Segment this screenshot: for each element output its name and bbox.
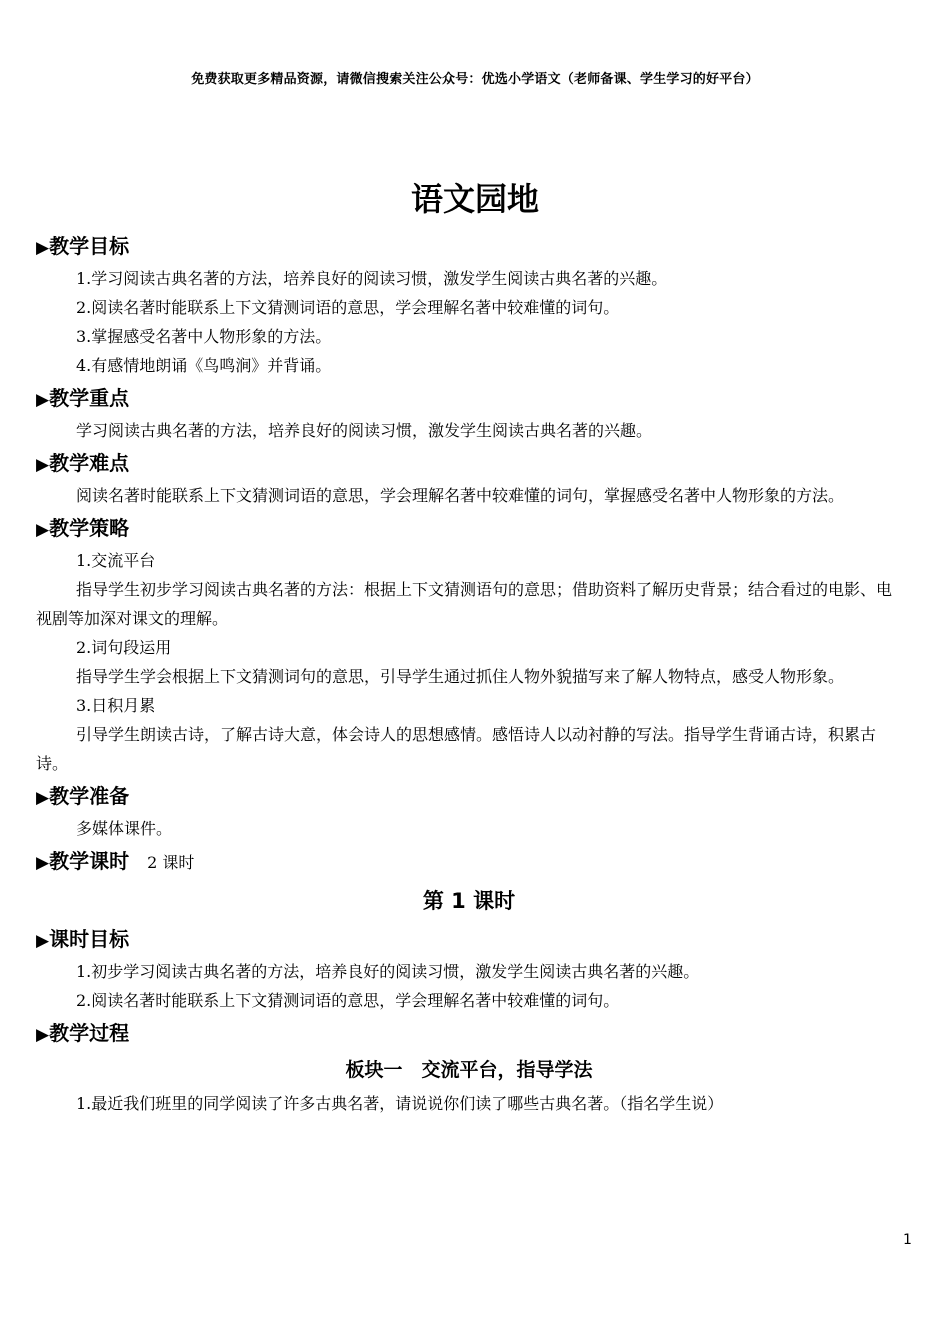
paragraph: 引导学生朗读古诗，了解古诗大意，体会诗人的思想感情。感悟诗人以动衬静的写法。指导学生背诵古诗，积累古诗。 <box>36 725 877 773</box>
heading-text: 教学课时 <box>49 849 130 873</box>
lesson-title: 第 1 课时 <box>422 889 516 913</box>
paragraph: 指导学生学会根据上下文猜测词句的意思，引导学生通过抓住人物外貌描写来了解人物特点，感受人物形象。 <box>76 667 845 686</box>
heading-text: 教学策略 <box>49 516 130 540</box>
section-heading-hours <box>36 843 902 879</box>
list-item: 3.掌握感受名著中人物形象的方法。 <box>76 327 332 346</box>
triangle-marker-icon: ▶ <box>36 931 50 951</box>
triangle-marker-icon: ▶ <box>36 853 50 873</box>
section-heading-difficulties <box>36 445 902 481</box>
heading-text: 教学难点 <box>49 451 130 475</box>
header-note: 免费获取更多精品资源，请微信搜索关注公众号：优选小学语文（老师备课、学生学习的好平台） <box>191 72 759 87</box>
heading-text: 教学准备 <box>49 784 130 808</box>
triangle-marker-icon: ▶ <box>36 520 50 540</box>
heading-text: 教学目标 <box>49 234 130 258</box>
triangle-marker-icon: ▶ <box>36 1025 50 1045</box>
list-item: 4.有感情地朗诵《鸟鸣涧》并背诵。 <box>76 356 332 375</box>
triangle-marker-icon: ▶ <box>36 390 50 410</box>
triangle-marker-icon: ▶ <box>36 238 50 258</box>
section-heading-lesson-goals <box>36 921 902 957</box>
section-heading-key-points <box>36 380 902 416</box>
list-item: 1.学习阅读古典名著的方法，培养良好的阅读习惯，激发学生阅读古典名著的兴趣。 <box>76 269 668 288</box>
heading-text: 教学过程 <box>49 1021 130 1045</box>
sub-item-title: 2.词句段运用 <box>76 638 172 657</box>
page-number: 1 <box>903 1232 912 1248</box>
paragraph: 多媒体课件。 <box>76 819 173 838</box>
triangle-marker-icon: ▶ <box>36 788 50 808</box>
list-item: 1.最近我们班里的同学阅读了许多古典名著，请说说你们读了哪些古典名著。（指名学生说） <box>76 1094 724 1113</box>
block-title: 板块一 交流平台，指导学法 <box>345 1059 593 1081</box>
section-heading-goals <box>36 228 902 264</box>
list-item: 2.阅读名著时能联系上下文猜测词语的意思，学会理解名著中较难懂的词句。 <box>76 991 620 1010</box>
hours-value: 2 课时 <box>147 853 195 872</box>
heading-text: 教学重点 <box>49 386 130 410</box>
sub-item-title: 3.日积月累 <box>76 696 156 715</box>
list-item: 1.初步学习阅读古典名著的方法，培养良好的阅读习惯，激发学生阅读古典名著的兴趣。 <box>76 962 700 981</box>
section-heading-preparation <box>36 778 902 814</box>
paragraph: 学习阅读古典名著的方法，培养良好的阅读习惯，激发学生阅读古典名著的兴趣。 <box>76 421 653 440</box>
paragraph: 阅读名著时能联系上下文猜测词语的意思，学会理解名著中较难懂的词句，掌握感受名著中人物形象的方法。 <box>76 486 845 505</box>
document-body <box>36 228 902 1118</box>
list-item: 2.阅读名著时能联系上下文猜测词语的意思，学会理解名著中较难懂的词句。 <box>76 298 620 317</box>
triangle-marker-icon: ▶ <box>36 455 50 475</box>
heading-text: 课时目标 <box>49 927 130 951</box>
paragraph: 指导学生初步学习阅读古典名著的方法：根据上下文猜测语句的意思；借助资料了解历史背景；结合看过的电影、电视剧等加深对课文的理解。 <box>36 580 893 628</box>
section-heading-process <box>36 1015 902 1051</box>
document-title: 语文园地 <box>410 180 539 218</box>
sub-item-title: 1.交流平台 <box>76 551 156 570</box>
section-heading-strategy <box>36 510 902 546</box>
